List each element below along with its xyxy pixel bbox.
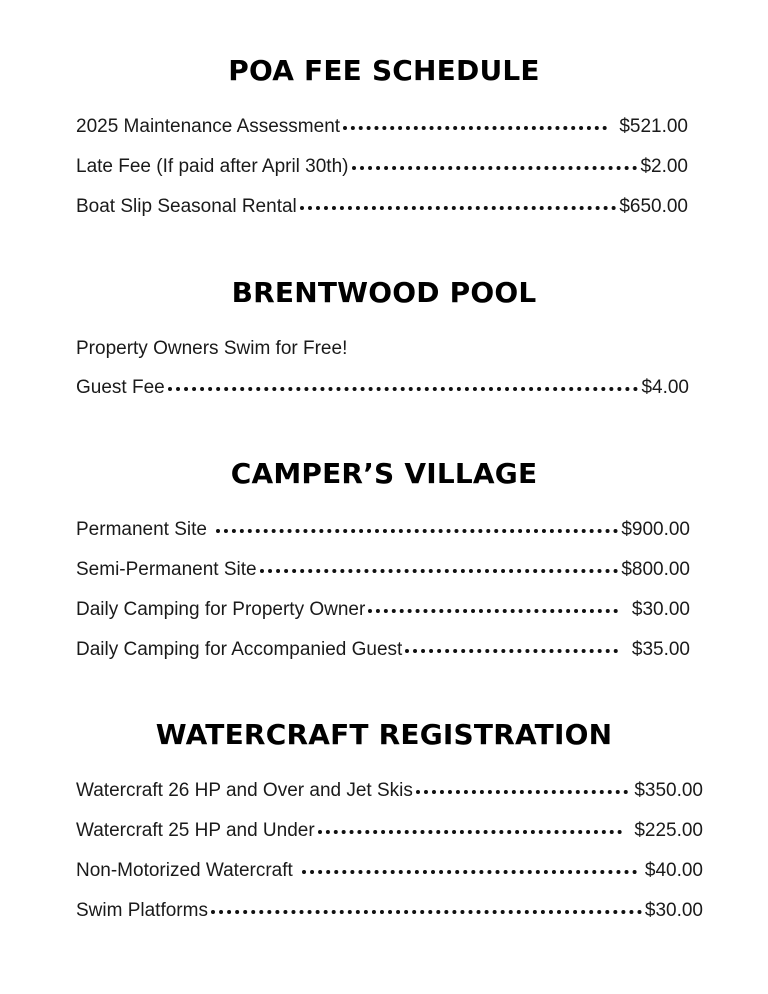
dot-leader (352, 166, 638, 170)
fee-price: $800.00 (621, 559, 690, 580)
dot-leader (302, 870, 637, 874)
section-title-watercraft-registration: WATERCRAFT REGISTRATION (155, 718, 613, 751)
fee-label: Non-Motorized Watercraft (76, 860, 293, 881)
fee-row-non-motorized (76, 858, 703, 884)
fee-row-daily-camping-owner (76, 597, 690, 623)
fee-row-daily-camping-guest (76, 637, 690, 663)
dot-leader (318, 830, 623, 834)
fee-row-guest-fee (76, 375, 689, 401)
pool-note: Property Owners Swim for Free! (76, 338, 348, 359)
fee-price: $350.00 (634, 780, 703, 801)
section-title-campers-village: CAMPER’S VILLAGE (230, 457, 538, 490)
dot-leader (405, 649, 618, 653)
dot-leader (216, 529, 618, 533)
fee-price: $40.00 (644, 860, 703, 881)
fee-row-watercraft-25hp (76, 818, 703, 844)
fee-label: Late Fee (If paid after April 30th) (76, 156, 349, 177)
fee-row-permanent-site (76, 517, 690, 543)
fee-price: $4.00 (641, 377, 689, 398)
fee-price: $30.00 (644, 900, 703, 921)
fee-row-boat-slip (76, 194, 688, 220)
dot-leader (300, 206, 617, 210)
fee-label: Guest Fee (76, 377, 165, 398)
fee-label: Daily Camping for Property Owner (76, 599, 366, 620)
fee-label: Daily Camping for Accompanied Guest (76, 639, 403, 660)
section-title-poa-fee-schedule: POA FEE SCHEDULE (228, 54, 540, 87)
dot-leader (368, 609, 618, 613)
dot-leader (168, 387, 639, 391)
fee-price: $2.00 (640, 156, 688, 177)
fee-label: Semi-Permanent Site (76, 559, 257, 580)
fee-label: Boat Slip Seasonal Rental (76, 196, 297, 217)
dot-leader (416, 790, 628, 794)
fee-row-semi-permanent-site (76, 557, 690, 583)
fee-price: $521.00 (619, 116, 688, 137)
fee-row-watercraft-26hp (76, 778, 703, 804)
fee-price: $35.00 (631, 639, 690, 660)
dot-leader (343, 126, 607, 130)
fee-price: $30.00 (631, 599, 690, 620)
fee-label: Permanent Site (76, 519, 207, 540)
dot-leader (211, 910, 642, 914)
fee-label: Watercraft 26 HP and Over and Jet Skis (76, 780, 413, 801)
fee-row-maintenance-assessment (76, 114, 688, 140)
dot-leader (260, 569, 619, 573)
fee-row-swim-platforms (76, 898, 703, 924)
fee-price: $900.00 (621, 519, 690, 540)
fee-label: Watercraft 25 HP and Under (76, 820, 315, 841)
fee-label: 2025 Maintenance Assessment (76, 116, 341, 137)
fee-label: Swim Platforms (76, 900, 208, 921)
fee-price: $650.00 (619, 196, 688, 217)
fee-row-late-fee (76, 154, 688, 180)
fee-price: $225.00 (634, 820, 703, 841)
section-title-brentwood-pool: BRENTWOOD POOL (231, 276, 537, 309)
